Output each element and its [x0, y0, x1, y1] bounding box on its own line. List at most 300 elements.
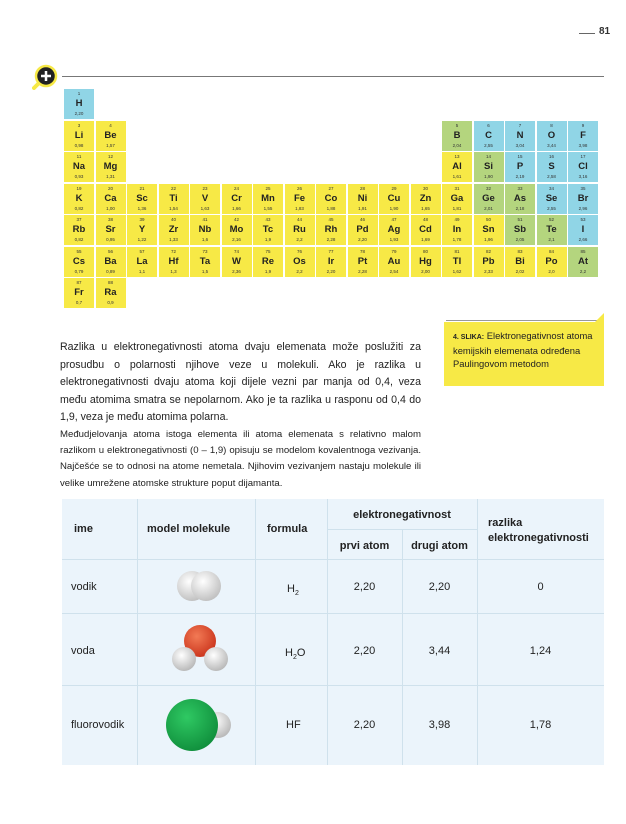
element-cell-b: [442, 121, 472, 151]
atomic-number: 85: [580, 248, 586, 254]
electronegativity-value: 0,82: [74, 237, 84, 242]
header-name: ime: [74, 523, 93, 535]
element-cell-cs: [64, 247, 94, 277]
electronegativity-value: 1,90: [389, 205, 399, 211]
atomic-number: 75: [265, 248, 271, 254]
element-cell-sb: [505, 215, 535, 245]
element-symbol: Sr: [105, 224, 116, 235]
element-symbol: Zr: [168, 224, 179, 235]
atomic-number: 52: [548, 217, 554, 222]
difference-hydrogen-fluoride: 1,78: [529, 719, 552, 731]
electronegativity-value: 2,28: [326, 237, 336, 242]
atomic-number: 5: [455, 122, 459, 128]
element-cell-ga: [442, 184, 472, 214]
atomic-number: 21: [139, 185, 145, 191]
element-symbol: Cd: [419, 224, 432, 235]
element-cell-cr: [222, 184, 252, 214]
atomic-number: 6: [487, 122, 490, 128]
element-symbol: Cu: [387, 192, 401, 204]
atomic-number: 16: [548, 154, 554, 159]
element-symbol: Al: [452, 161, 462, 172]
element-symbol: Ir: [327, 255, 335, 267]
formula-hydrogen: $H_2$: [287, 583, 299, 598]
header-formula: formula: [267, 523, 308, 535]
atomic-number: 31: [454, 185, 460, 191]
row-name-hydrogen-fluoride: fluorovodik: [71, 719, 125, 731]
electronegativity-value: 1,9: [264, 268, 272, 274]
electronegativity-value: 2,19: [515, 174, 525, 179]
element-cell-mo: [222, 215, 252, 245]
atomic-number: 12: [107, 154, 113, 159]
atomic-number: 9: [581, 122, 585, 128]
electronegativity-value: 1,5: [201, 268, 209, 274]
header-difference: razlika elektronegativnosti: [488, 517, 589, 544]
atomic-number: 8: [550, 122, 553, 128]
element-symbol: Ba: [104, 255, 117, 267]
element-cell-f: [568, 121, 598, 151]
element-cell-co: [316, 184, 346, 214]
hydrogen-molecule-icon: [172, 567, 228, 605]
element-symbol: At: [577, 255, 589, 267]
element-symbol: Te: [546, 224, 557, 235]
atomic-number: 55: [76, 248, 82, 254]
element-symbol: Au: [387, 255, 401, 267]
element-cell-tc: [253, 215, 283, 245]
element-cell-la: [127, 247, 157, 277]
caption-text: Elektronegativnost atoma kemijskih elemenata određena Paulingovom metodom: [453, 330, 593, 369]
first-atom-en-water: 2,20: [353, 645, 376, 657]
element-cell-n: [505, 121, 535, 151]
hydrogen-fluoride-molecule-icon: [162, 695, 234, 755]
element-cell-se: [537, 184, 567, 214]
element-symbol: Li: [74, 129, 84, 141]
atomic-number: 51: [517, 217, 523, 222]
element-symbol: Co: [324, 192, 338, 204]
element-cell-bi: [505, 247, 535, 277]
element-symbol: Fe: [293, 192, 306, 204]
atomic-number: 30: [422, 185, 428, 191]
difference-water: 1,24: [529, 645, 552, 657]
atomic-number: 29: [391, 185, 397, 191]
element-symbol: Rb: [72, 224, 86, 235]
element-cell-rb: [64, 215, 94, 245]
atomic-number: 39: [139, 217, 145, 222]
element-symbol: V: [201, 192, 209, 204]
element-symbol: Sb: [513, 224, 527, 235]
element-cell-zn: [411, 184, 441, 214]
electronegativity-value: 2,01: [484, 205, 493, 211]
element-cell-al: [442, 152, 472, 182]
formula-water: $H_2O$: [285, 647, 306, 662]
element-cell-ge: [474, 184, 504, 214]
atomic-number: 56: [107, 248, 113, 254]
element-symbol: Rh: [324, 224, 338, 235]
element-symbol: N: [516, 129, 524, 141]
second-atom-en-hydrogen-fluoride: 3,98: [428, 719, 451, 731]
element-symbol: Ni: [357, 192, 368, 204]
element-cell-ni: [348, 184, 378, 214]
element-symbol: Ti: [169, 192, 178, 204]
element-cell-ir: [316, 247, 346, 277]
element-cell-mg: [96, 152, 126, 182]
atomic-number: 20: [107, 185, 113, 191]
element-cell-nb: [190, 215, 220, 245]
element-cell-os: [285, 247, 315, 277]
atomic-number: 79: [391, 248, 397, 254]
element-symbol: Mn: [261, 192, 275, 204]
electronegativity-value: 2,05: [515, 237, 525, 242]
element-symbol: H: [75, 98, 83, 109]
electronegativity-value: 2,16: [232, 237, 241, 242]
atomic-number: 50: [485, 217, 491, 222]
atomic-number: 38: [107, 217, 113, 222]
atomic-number: 15: [517, 154, 523, 159]
element-cell-c: [474, 121, 504, 151]
element-symbol: Zn: [419, 192, 432, 204]
element-symbol: Ru: [293, 224, 306, 235]
page-number: 81: [599, 26, 611, 37]
element-cell-y: [127, 215, 157, 245]
atomic-number: 24: [233, 185, 239, 191]
element-symbol: Cl: [578, 161, 588, 172]
electronegativity-value: 0,82: [74, 205, 84, 211]
element-symbol: Cs: [72, 255, 86, 267]
element-symbol: F: [580, 129, 586, 141]
electronegativity-value: 1,96: [484, 237, 493, 242]
atomic-number: 57: [139, 248, 145, 254]
electronegativity-value: 2,66: [578, 237, 588, 242]
atomic-number: 11: [76, 154, 82, 159]
element-symbol: Br: [577, 192, 589, 204]
difference-hydrogen: 0: [537, 581, 544, 593]
header-electronegativity: elektronegativnost: [353, 509, 451, 521]
atomic-number: 13: [454, 154, 460, 159]
atomic-number: 87: [76, 280, 82, 285]
figure-caption: [444, 322, 604, 386]
element-cell-ca: [96, 184, 126, 214]
atomic-number: 47: [391, 217, 397, 222]
element-cell-pb: [474, 247, 504, 277]
electronegativity-value: 1,93: [389, 237, 399, 242]
atomic-number: 46: [359, 217, 365, 222]
caption-rule: [446, 320, 603, 321]
electronegativity-value: 2,02: [515, 268, 525, 274]
caption-label: 4. SLIKA:: [453, 334, 485, 341]
element-symbol: In: [452, 224, 462, 235]
element-symbol: Hg: [419, 255, 432, 267]
electronegativity-value: 0,7: [75, 300, 83, 305]
element-cell-ag: [379, 215, 409, 245]
element-cell-au: [379, 247, 409, 277]
element-cell-po: [537, 247, 567, 277]
element-cell-p: [505, 152, 535, 182]
atomic-number: 4: [109, 122, 112, 128]
element-cell-ti: [159, 184, 189, 214]
electronegativity-value: 2,55: [484, 142, 493, 148]
electronegativity-value: 2,28: [358, 268, 367, 274]
electronegativity-value: 0,9: [107, 300, 114, 305]
element-symbol: As: [513, 192, 527, 204]
electronegativity-value: 2,04: [452, 142, 462, 148]
atomic-number: 83: [517, 248, 523, 254]
atomic-number: 42: [233, 217, 239, 222]
electronegativity-value: 0,89: [106, 268, 115, 274]
element-cell-fr: [64, 278, 94, 308]
electronegativity-value: 0,93: [74, 174, 84, 179]
electronegativity-value: 1,66: [232, 205, 241, 211]
header-model: model molekule: [147, 523, 231, 535]
element-symbol: Ra: [104, 287, 117, 298]
element-symbol: Ta: [199, 255, 211, 267]
atomic-number: 78: [359, 248, 365, 254]
electronegativity-value: 2,18: [515, 205, 525, 211]
page-number-rule: [579, 33, 595, 34]
element-symbol: Tc: [262, 224, 274, 235]
element-symbol: Fr: [74, 287, 84, 298]
water-molecule-icon: [170, 621, 230, 677]
element-symbol: Ge: [482, 192, 495, 204]
element-symbol: B: [453, 129, 461, 141]
element-symbol: Os: [293, 255, 306, 267]
element-cell-hf: [159, 247, 189, 277]
element-symbol: Pt: [357, 255, 368, 267]
atomic-number: 74: [233, 248, 239, 254]
electronegativity-value: 1,57: [106, 142, 115, 148]
element-symbol: O: [547, 129, 556, 141]
electronegativity-value: 2,20: [74, 111, 84, 116]
electronegativity-value: 1,31: [106, 174, 115, 179]
atomic-number: 33: [517, 185, 523, 191]
element-cell-hg: [411, 247, 441, 277]
element-cell-at: [568, 247, 598, 277]
element-cell-re: [253, 247, 283, 277]
molecule-table: [62, 499, 604, 765]
atomic-number: 19: [76, 185, 82, 191]
electronegativity-value: 2,36: [232, 268, 241, 274]
electronegativity-value: 1,63: [200, 205, 210, 211]
element-cell-ra: [96, 278, 126, 308]
atomic-number: 35: [580, 185, 586, 191]
element-cell-rh: [316, 215, 346, 245]
element-cell-br: [568, 184, 598, 214]
atomic-number: 40: [170, 217, 176, 222]
element-symbol: Po: [545, 255, 558, 267]
element-cell-si: [474, 152, 504, 182]
electronegativity-value: 2,1: [548, 237, 555, 242]
element-cell-be: [96, 121, 126, 151]
row-name-hydrogen: vodik: [71, 581, 97, 593]
element-cell-pd: [348, 215, 378, 245]
electronegativity-value: 1,88: [326, 205, 336, 211]
electronegativity-value: 1,91: [358, 205, 367, 211]
header-second-atom: drugi atom: [411, 540, 468, 552]
atomic-number: 77: [328, 248, 334, 254]
element-symbol: W: [232, 255, 241, 267]
electronegativity-value: 2,58: [547, 174, 556, 179]
atomic-number: 22: [170, 185, 176, 191]
paragraph-electronegativity: Razlika u elektronegativnosti atoma dvaju elemenata može poslužiti za prosudbu o polarnosti njihove veze u molekuli. Ako je razlika u elektronegativnosti dvaju atoma koji dijele vezni par manja od 0,4, veza među atomima smatra se nepolarnom. Ako je ta razlika u rasponu od 0,4 do 1,9, veza je među atomima polarna.: [60, 341, 421, 423]
element-cell-o: [537, 121, 567, 151]
atomic-number: 44: [296, 217, 302, 222]
element-symbol: Mg: [103, 161, 118, 172]
element-symbol: I: [581, 224, 585, 235]
element-symbol: Re: [261, 255, 275, 267]
first-atom-en-hydrogen-fluoride: 2,20: [353, 719, 376, 731]
element-cell-te: [537, 215, 567, 245]
electronegativity-value: 2,2: [296, 237, 303, 242]
electronegativity-value: 2,0: [548, 268, 555, 274]
electronegativity-value: 1,78: [452, 237, 462, 242]
second-atom-en-water: 3,44: [428, 645, 451, 657]
element-symbol: C: [485, 129, 492, 141]
element-cell-as: [505, 184, 535, 214]
atomic-number: 45: [328, 217, 334, 222]
element-symbol: Na: [72, 161, 86, 172]
electronegativity-value: 1,00: [106, 205, 115, 211]
element-symbol: Si: [484, 161, 493, 172]
element-symbol: Pb: [482, 255, 495, 267]
element-cell-fe: [285, 184, 315, 214]
atomic-number: 14: [485, 154, 491, 159]
atomic-number: 27: [328, 185, 334, 191]
atomic-number: 81: [454, 248, 460, 254]
paragraph-covalent: Međudjelovanja atoma istoga elementa ili atoma elemenata s relativno malom razlikom u elektronegativnosti (0 – 1,9) opisuju se modelom kovalentnoga vezivanja. Najčešće se to odnosi na atome nemetala. Njihovim vezivanjem nastaju molekule ili velike umrežene atomske strukture poput dijamanta.: [60, 429, 421, 489]
element-cell-cd: [411, 215, 441, 245]
atomic-number: 76: [296, 248, 302, 254]
electronegativity-value: 1,62: [452, 268, 462, 274]
electronegativity-value: 1,81: [452, 205, 462, 211]
element-cell-ru: [285, 215, 315, 245]
electronegativity-value: 2,00: [421, 268, 430, 274]
electronegativity-value: 0,79: [74, 268, 84, 274]
element-symbol: Mo: [229, 224, 244, 235]
electronegativity-value: 0,95: [106, 237, 115, 242]
element-cell-mn: [253, 184, 283, 214]
electronegativity-value: 3,44: [547, 142, 556, 148]
electronegativity-value: 2,55: [547, 205, 556, 211]
atomic-number: 23: [202, 185, 208, 191]
element-symbol: Ca: [104, 192, 117, 204]
element-symbol: Sn: [482, 224, 495, 235]
atomic-number: 7: [518, 122, 522, 128]
element-symbol: Nb: [198, 224, 212, 235]
element-cell-v: [190, 184, 220, 214]
atomic-number: 37: [76, 217, 82, 222]
element-cell-i: [568, 215, 598, 245]
element-cell-h: [64, 89, 94, 119]
element-symbol: Bi: [515, 255, 525, 267]
electronegativity-value: 1,33: [169, 237, 178, 242]
electronegativity-value: 2,2: [296, 268, 303, 274]
atomic-number: 48: [422, 217, 428, 222]
element-cell-ba: [96, 247, 126, 277]
atomic-number: 53: [580, 217, 586, 222]
electronegativity-value: 3,04: [515, 142, 525, 148]
atomic-number: 32: [485, 185, 491, 191]
element-symbol: Y: [138, 224, 146, 235]
atomic-number: 28: [359, 185, 365, 191]
atomic-number: 49: [454, 217, 460, 222]
element-symbol: P: [516, 161, 524, 172]
element-symbol: Ga: [450, 192, 464, 204]
element-cell-in: [442, 215, 472, 245]
atomic-number: 84: [548, 248, 554, 254]
electronegativity-value: 1,6: [201, 237, 209, 242]
element-cell-zr: [159, 215, 189, 245]
element-cell-w: [222, 247, 252, 277]
electronegativity-value: 1,65: [421, 205, 430, 211]
electronegativity-value: 1,55: [263, 205, 273, 211]
electronegativity-value: 3,98: [578, 142, 588, 148]
electronegativity-value: 2,33: [484, 268, 493, 274]
element-cell-sn: [474, 215, 504, 245]
atomic-number: 25: [265, 185, 271, 191]
zoom-in-icon[interactable]: [32, 64, 58, 90]
element-cell-cl: [568, 152, 598, 182]
atomic-number: 88: [107, 280, 113, 285]
element-symbol: S: [548, 161, 555, 172]
electronegativity-value: 3,16: [578, 174, 588, 179]
electronegativity-value: 2,20: [358, 237, 367, 242]
element-cell-ta: [190, 247, 220, 277]
element-symbol: Tl: [452, 255, 462, 267]
electronegativity-value: 2,20: [326, 268, 336, 274]
element-cell-k: [64, 184, 94, 214]
electronegativity-value: 1,1: [138, 268, 146, 274]
header-first-atom: prvi atom: [339, 540, 390, 552]
element-symbol: Be: [104, 129, 117, 141]
row-name-water: voda: [71, 645, 95, 657]
atomic-number: 26: [296, 185, 302, 191]
element-cell-sr: [96, 215, 126, 245]
element-symbol: Cr: [231, 192, 242, 204]
element-symbol: K: [75, 192, 83, 204]
atomic-number: 43: [265, 217, 271, 222]
top-rule: [62, 76, 604, 77]
element-cell-na: [64, 152, 94, 182]
element-cell-li: [64, 121, 94, 151]
electronegativity-value: 1,9: [264, 237, 272, 242]
electronegativity-value: 0,98: [74, 142, 84, 148]
electronegativity-value: 1,61: [452, 174, 462, 179]
atomic-number: 41: [202, 217, 208, 222]
atomic-number: 73: [202, 248, 208, 254]
atomic-number: 17: [580, 154, 586, 159]
element-symbol: Pd: [356, 224, 369, 235]
electronegativity-value: 1,22: [137, 237, 147, 242]
element-cell-pt: [348, 247, 378, 277]
electronegativity-value: 1,69: [421, 237, 430, 242]
electronegativity-value: 1,83: [295, 205, 304, 211]
element-symbol: Se: [545, 192, 558, 204]
second-atom-en-hydrogen: 2,20: [428, 581, 451, 593]
electronegativity-value: 1,36: [137, 205, 147, 211]
element-cell-tl: [442, 247, 472, 277]
element-symbol: La: [136, 255, 148, 267]
electronegativity-value: 1,90: [484, 174, 493, 179]
atomic-number: 82: [485, 248, 491, 254]
electronegativity-value: 2,54: [389, 268, 399, 274]
atomic-number: 34: [548, 185, 554, 191]
element-cell-s: [537, 152, 567, 182]
element-symbol: Sc: [136, 192, 148, 204]
element-symbol: Ag: [387, 224, 401, 235]
first-atom-en-hydrogen: 2,20: [353, 581, 376, 593]
electronegativity-value: 1,3: [170, 268, 177, 274]
element-cell-sc: [127, 184, 157, 214]
atomic-number: 80: [422, 248, 428, 254]
formula-hydrogen-fluoride: HF: [286, 719, 301, 731]
